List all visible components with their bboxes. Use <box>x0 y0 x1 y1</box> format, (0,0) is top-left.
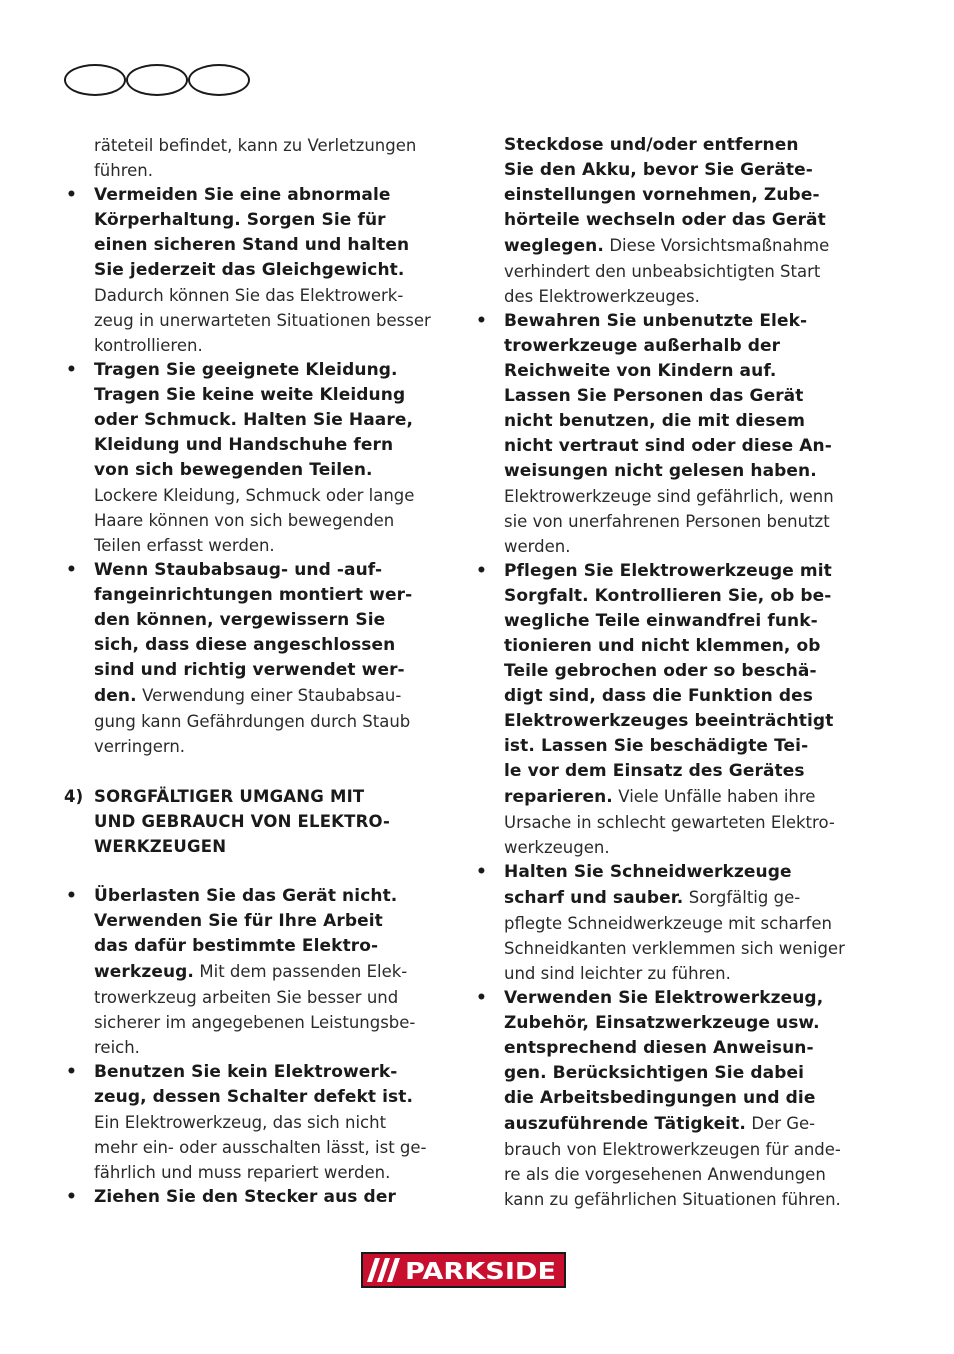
text-line: Teilen erfasst werden. <box>94 536 275 555</box>
text-line-mixed <box>94 683 448 709</box>
continuation-text <box>64 133 448 183</box>
text-line: und sind leichter zu führen. <box>504 964 731 983</box>
text-line: von sich bewegenden Teilen. <box>94 460 373 480</box>
text-line: Verwenden Sie Elektrowerkzeug, <box>504 988 824 1008</box>
text-bold: den. <box>94 686 137 706</box>
text-line: wegliche Teile einwandfrei funk- <box>504 611 818 631</box>
text-line: nicht vertraut sind oder diese An- <box>504 436 832 456</box>
bullet-item <box>474 986 866 1212</box>
text-line: Schneidkanten verklemmen sich weniger <box>504 939 845 958</box>
text-normal: Der Ge- <box>751 1114 816 1133</box>
text-line: oder Schmuck. Halten Sie Haare, <box>94 410 414 430</box>
text-line: trowerkzeuge außerhalb der <box>504 336 781 356</box>
text-line: Haare können von sich bewegenden <box>94 511 395 530</box>
text-line: Verwenden Sie für Ihre Arbeit <box>94 911 383 931</box>
text-line: entsprechend diesen Anweisun- <box>504 1038 814 1058</box>
logo-text: PARKSIDE <box>405 1259 556 1285</box>
text-normal: Mit dem passenden Elek- <box>199 962 408 981</box>
text-line: Sie den Akku, bevor Sie Geräte- <box>504 160 813 180</box>
text-bold: reparieren. <box>504 787 613 807</box>
bullet-item <box>64 183 448 358</box>
text-line: die Arbeitsbedingungen und die <box>504 1088 816 1108</box>
bullet-item <box>474 860 866 986</box>
heading-line: SORGFÄLTIGER UMGANG MIT <box>94 787 365 806</box>
bullet-icon: • <box>66 1187 77 1207</box>
text-line: Tragen Sie geeignete Kleidung. <box>94 360 398 380</box>
parkside-logo <box>361 1252 566 1288</box>
text-line: ist. Lassen Sie beschädigte Tei- <box>504 736 809 756</box>
text-line: gung kann Gefährdungen durch Staub <box>94 712 411 731</box>
bullet-item <box>64 1185 448 1210</box>
text-line: mehr ein- oder ausschalten lässt, ist ge- <box>94 1138 427 1157</box>
text-normal: Sorgfältig ge- <box>688 888 801 907</box>
bullet-item <box>64 884 448 1060</box>
text-line: digt sind, dass die Funktion des <box>504 686 813 706</box>
text-line: Sie jederzeit das Gleichgewicht. <box>94 260 405 280</box>
text-line: kontrollieren. <box>94 336 203 355</box>
text-line: fangeinrichtungen montiert wer- <box>94 585 413 605</box>
text-line: Ziehen Sie den Stecker aus der <box>94 1187 396 1207</box>
text-normal: Diese Vorsichtsmaßnahme <box>609 236 830 255</box>
text-line: sicherer im angegebenen Leistungsbe- <box>94 1013 416 1032</box>
text-line: einstellungen vornehmen, Zube- <box>504 185 820 205</box>
text-normal: Verwendung einer Staubabsau- <box>142 686 402 705</box>
text-line: sie von unerfahrenen Personen benutzt <box>504 512 830 531</box>
text-bold: scharf und sauber. <box>504 888 684 908</box>
text-line: zeug in unerwarteten Situationen besser <box>94 311 431 330</box>
section-heading <box>64 784 448 859</box>
heading-line: WERKZEUGEN <box>94 837 227 856</box>
text-line-mixed <box>94 959 448 985</box>
text-line: Steckdose und/oder entfernen <box>504 135 799 155</box>
text-line: hörteile wechseln oder das Gerät <box>504 210 826 230</box>
text-line: Überlasten Sie das Gerät nicht. <box>94 886 398 906</box>
text-line: fährlich und muss repariert werden. <box>94 1163 391 1182</box>
continuation-text <box>474 133 866 309</box>
text-line: Elektrowerkzeuges beeinträchtigt <box>504 711 834 731</box>
text-line: Pflegen Sie Elektrowerkzeuge mit <box>504 561 832 581</box>
text-line-mixed <box>504 1111 866 1137</box>
text-line: Bewahren Sie unbenutzte Elek- <box>504 311 808 331</box>
text-line: Körperhaltung. Sorgen Sie für <box>94 210 386 230</box>
text-line: le vor dem Einsatz des Gerätes <box>504 761 805 781</box>
text-line: zeug, dessen Schalter defekt ist. <box>94 1087 414 1107</box>
bullet-icon: • <box>66 1062 77 1082</box>
bullet-item <box>64 558 448 759</box>
bullet-item <box>64 1060 448 1185</box>
text-line: gen. Berücksichtigen Sie dabei <box>504 1063 805 1083</box>
text-line: Halten Sie Schneidwerkzeuge <box>504 862 792 882</box>
text-line: Ursache in schlecht gewarteten Elektro- <box>504 813 835 832</box>
bullet-icon: • <box>66 560 77 580</box>
bullet-item <box>474 559 866 860</box>
text-line: reich. <box>94 1038 140 1057</box>
text-line: Reichweite von Kindern auf. <box>504 361 777 381</box>
bullet-icon: • <box>66 185 77 205</box>
text-line: Zubehör, Einsatzwerkzeuge usw. <box>504 1013 820 1033</box>
text-line: das dafür bestimmte Elektro- <box>94 936 379 956</box>
language-indicator <box>64 64 254 98</box>
text-bold: werkzeug. <box>94 962 194 982</box>
bullet-icon: • <box>476 311 487 331</box>
language-oval <box>126 64 188 96</box>
text-line: werden. <box>504 537 571 556</box>
text-bold: weglegen. <box>504 236 604 256</box>
bullet-icon: • <box>476 988 487 1008</box>
language-oval <box>188 64 250 96</box>
text-line: Vermeiden Sie eine abnormale <box>94 185 391 205</box>
text-line: trowerkzeug arbeiten Sie besser und <box>94 988 399 1007</box>
text-line: einen sicheren Stand und halten <box>94 235 410 255</box>
text-line: werkzeugen. <box>504 838 610 857</box>
text-line: Lockere Kleidung, Schmuck oder lange <box>94 486 415 505</box>
text-line: Lassen Sie Personen das Gerät <box>504 386 804 406</box>
bullet-icon: • <box>66 360 77 380</box>
text-line: weisungen nicht gelesen haben. <box>504 461 817 481</box>
bullet-icon: • <box>476 862 487 882</box>
bullet-icon: • <box>476 561 487 581</box>
section-number: 4) <box>64 787 84 806</box>
text-line: verringern. <box>94 737 186 756</box>
text-line: den können, vergewissern Sie <box>94 610 386 630</box>
text-line: Teile gebrochen oder so beschä- <box>504 661 817 681</box>
left-column <box>64 133 448 1210</box>
text-bold: auszuführende Tätigkeit. <box>504 1114 746 1134</box>
text-line: pflegte Schneidwerkzeuge mit scharfen <box>504 914 832 933</box>
text-line: Elektrowerkzeuge sind gefährlich, wenn <box>504 487 834 506</box>
text-line-mixed <box>504 784 866 810</box>
text-line: re als die vorgesehenen Anwendungen <box>504 1165 826 1184</box>
heading-line: UND GEBRAUCH VON ELEKTRO- <box>94 812 391 831</box>
text-line: Ein Elektrowerkzeug, das sich nicht <box>94 1113 387 1132</box>
bullet-item <box>474 309 866 559</box>
text-line: Wenn Staubabsaug- und -auf- <box>94 560 383 580</box>
text-line-mixed <box>504 233 866 259</box>
bullet-item <box>64 358 448 558</box>
text-line: nicht benutzen, die mit diesem <box>504 411 806 431</box>
text-line: Kleidung und Handschuhe fern <box>94 435 394 455</box>
language-oval <box>64 64 126 96</box>
text-line: führen. <box>94 161 153 180</box>
text-line: Dadurch können Sie das Elektrowerk- <box>94 286 404 305</box>
text-line: räteteil befindet, kann zu Verletzungen <box>94 136 417 155</box>
text-line: sich, dass diese angeschlossen <box>94 635 396 655</box>
text-line: Tragen Sie keine weite Kleidung <box>94 385 406 405</box>
text-normal: Viele Unfälle haben ihre <box>618 787 816 806</box>
right-column <box>474 133 866 1212</box>
text-line: des Elektrowerkzeuges. <box>504 287 700 306</box>
text-line-mixed <box>504 885 866 911</box>
text-line: tionieren und nicht klemmen, ob <box>504 636 821 656</box>
text-line: verhindert den unbeabsichtigten Start <box>504 262 821 281</box>
text-line: brauch von Elektrowerkzeugen für ande- <box>504 1140 841 1159</box>
text-line: kann zu gefährlichen Situationen führen. <box>504 1190 841 1209</box>
text-line: sind und richtig verwendet wer- <box>94 660 405 680</box>
text-line: Sorgfalt. Kontrollieren Sie, ob be- <box>504 586 832 606</box>
text-line: Benutzen Sie kein Elektrowerk- <box>94 1062 398 1082</box>
bullet-icon: • <box>66 886 77 906</box>
